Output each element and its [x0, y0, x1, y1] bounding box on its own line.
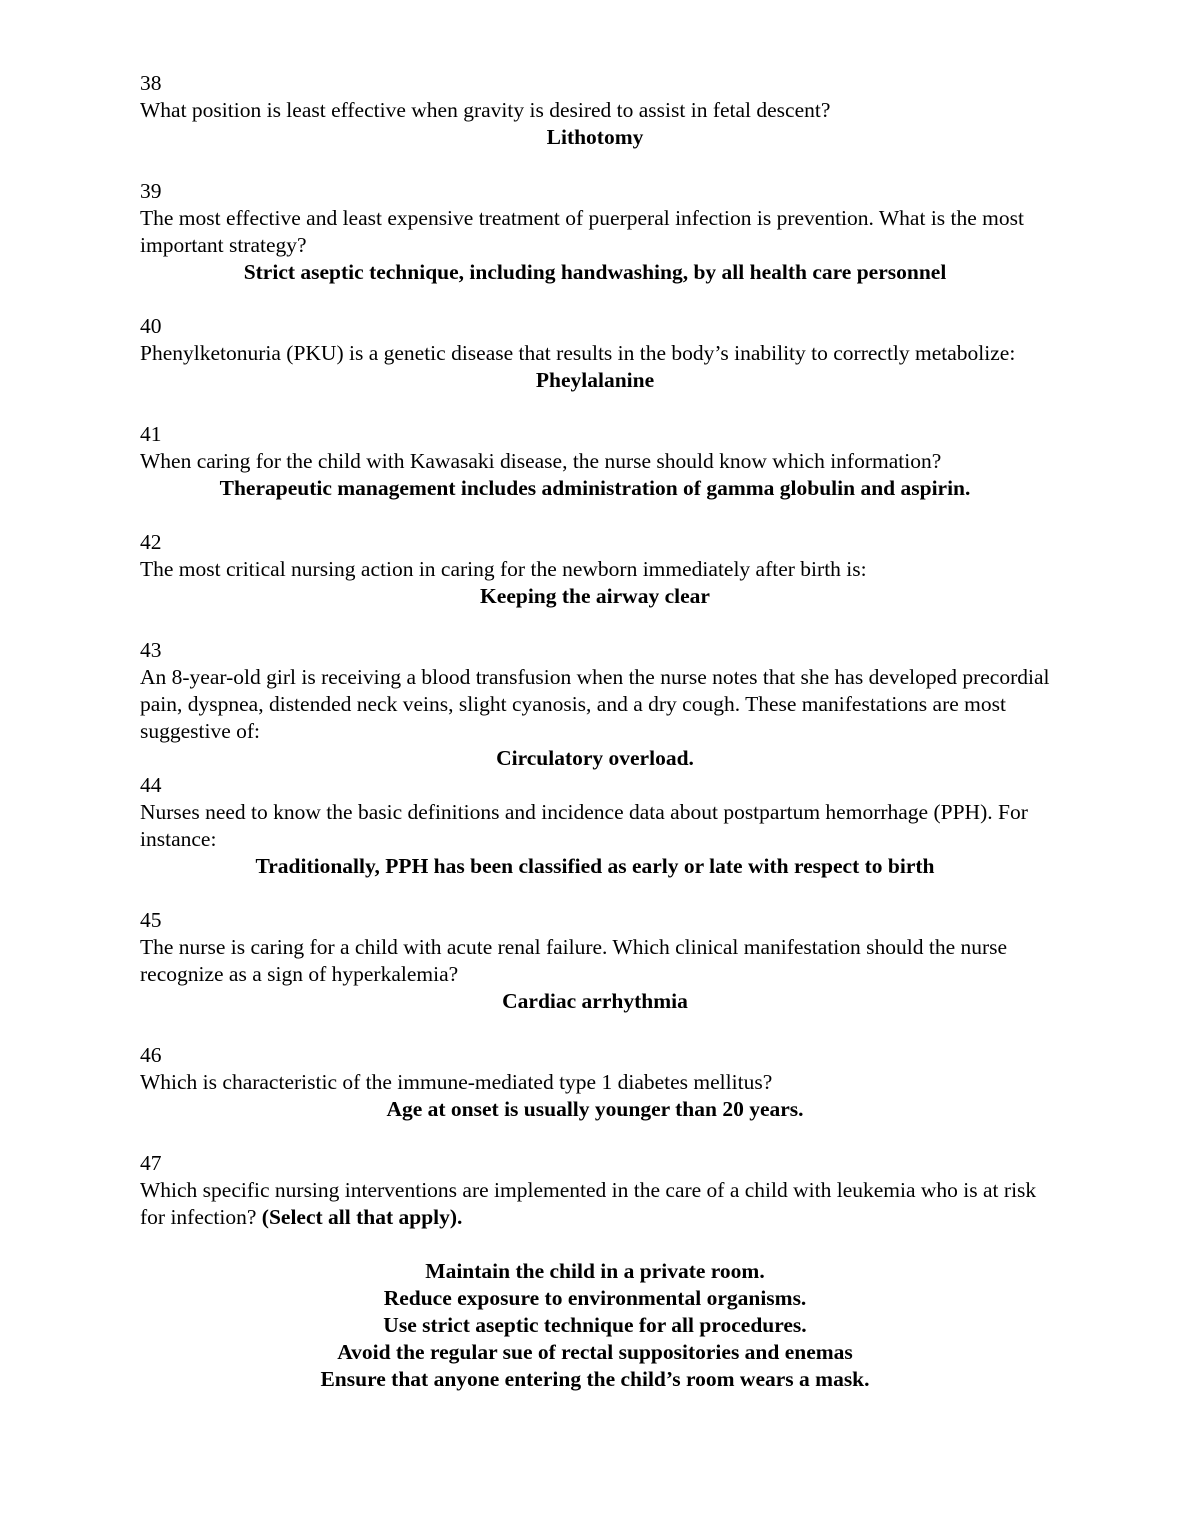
question-number: 46 — [140, 1043, 162, 1067]
answer-text: Traditionally, PPH has been classified as early or late with respect to birth — [255, 854, 935, 878]
answer-item: Maintain the child in a private room. — [425, 1259, 765, 1283]
question-47 — [140, 1150, 1050, 1393]
question-45 — [140, 907, 1050, 1015]
answer-item: Reduce exposure to environmental organisms. — [383, 1286, 807, 1310]
question-number: 39 — [140, 179, 162, 203]
answer-text: Keeping the airway clear — [480, 584, 710, 608]
question-text: The most critical nursing action in caring for the newborn immediately after birth is: — [140, 557, 867, 581]
question-number: 38 — [140, 71, 162, 95]
answer-text: Circulatory overload. — [496, 746, 694, 770]
question-text: What position is least effective when gravity is desired to assist in fetal descent? — [140, 98, 831, 122]
answer-item: Ensure that anyone entering the child’s room wears a mask. — [320, 1367, 870, 1391]
question-text: Which is characteristic of the immune-mediated type 1 diabetes mellitus? — [140, 1070, 773, 1094]
question-38 — [140, 70, 1050, 151]
question-text: An 8-year-old girl is receiving a blood transfusion when the nurse notes that she has developed precordial pain, dyspnea, distended neck veins, slight cyanosis, and a dry cough. These manifestations are most suggestive of: — [140, 665, 1050, 743]
answers-list — [140, 1258, 1050, 1393]
select-all-note: (Select all that apply). — [261, 1205, 463, 1229]
question-40 — [140, 313, 1050, 394]
question-number: 40 — [140, 314, 162, 338]
question-42 — [140, 529, 1050, 610]
question-number: 41 — [140, 422, 162, 446]
question-text-main: Which specific nursing interventions are implemented in the care of a child with leukemia who is at risk for infection? — [140, 1178, 1037, 1229]
question-text: The most effective and least expensive treatment of puerperal infection is prevention. What is the most important strategy? — [140, 206, 1024, 257]
question-number: 44 — [140, 773, 162, 797]
answer-text: Lithotomy — [546, 125, 644, 149]
answer-text: Age at onset is usually younger than 20 years. — [386, 1097, 804, 1121]
answer-text: Strict aseptic technique, including handwashing, by all health care personnel — [243, 260, 947, 284]
question-number: 43 — [140, 638, 162, 662]
question-text — [140, 1177, 1050, 1231]
question-43 — [140, 637, 1050, 772]
answer-item: Avoid the regular sue of rectal suppositories and enemas — [337, 1340, 853, 1364]
question-number: 42 — [140, 530, 162, 554]
answer-text: Cardiac arrhythmia — [502, 989, 688, 1013]
question-text: Phenylketonuria (PKU) is a genetic disease that results in the body’s inability to correctly metabolize: — [140, 341, 1016, 365]
question-39 — [140, 178, 1050, 286]
question-46 — [140, 1042, 1050, 1123]
question-number: 47 — [140, 1151, 162, 1175]
question-text: The nurse is caring for a child with acute renal failure. Which clinical manifestation should the nurse recognize as a sign of hyperkalemia? — [140, 935, 1008, 986]
question-41 — [140, 421, 1050, 502]
question-number: 45 — [140, 908, 162, 932]
question-44 — [140, 772, 1050, 880]
question-text: Nurses need to know the basic definitions and incidence data about postpartum hemorrhage (PPH). For instance: — [140, 800, 1028, 851]
question-text: When caring for the child with Kawasaki disease, the nurse should know which information? — [140, 449, 942, 473]
answer-text: Pheylalanine — [535, 368, 655, 392]
answer-item: Use strict aseptic technique for all procedures. — [383, 1313, 807, 1337]
answer-text: Therapeutic management includes administration of gamma globulin and aspirin. — [219, 476, 971, 500]
